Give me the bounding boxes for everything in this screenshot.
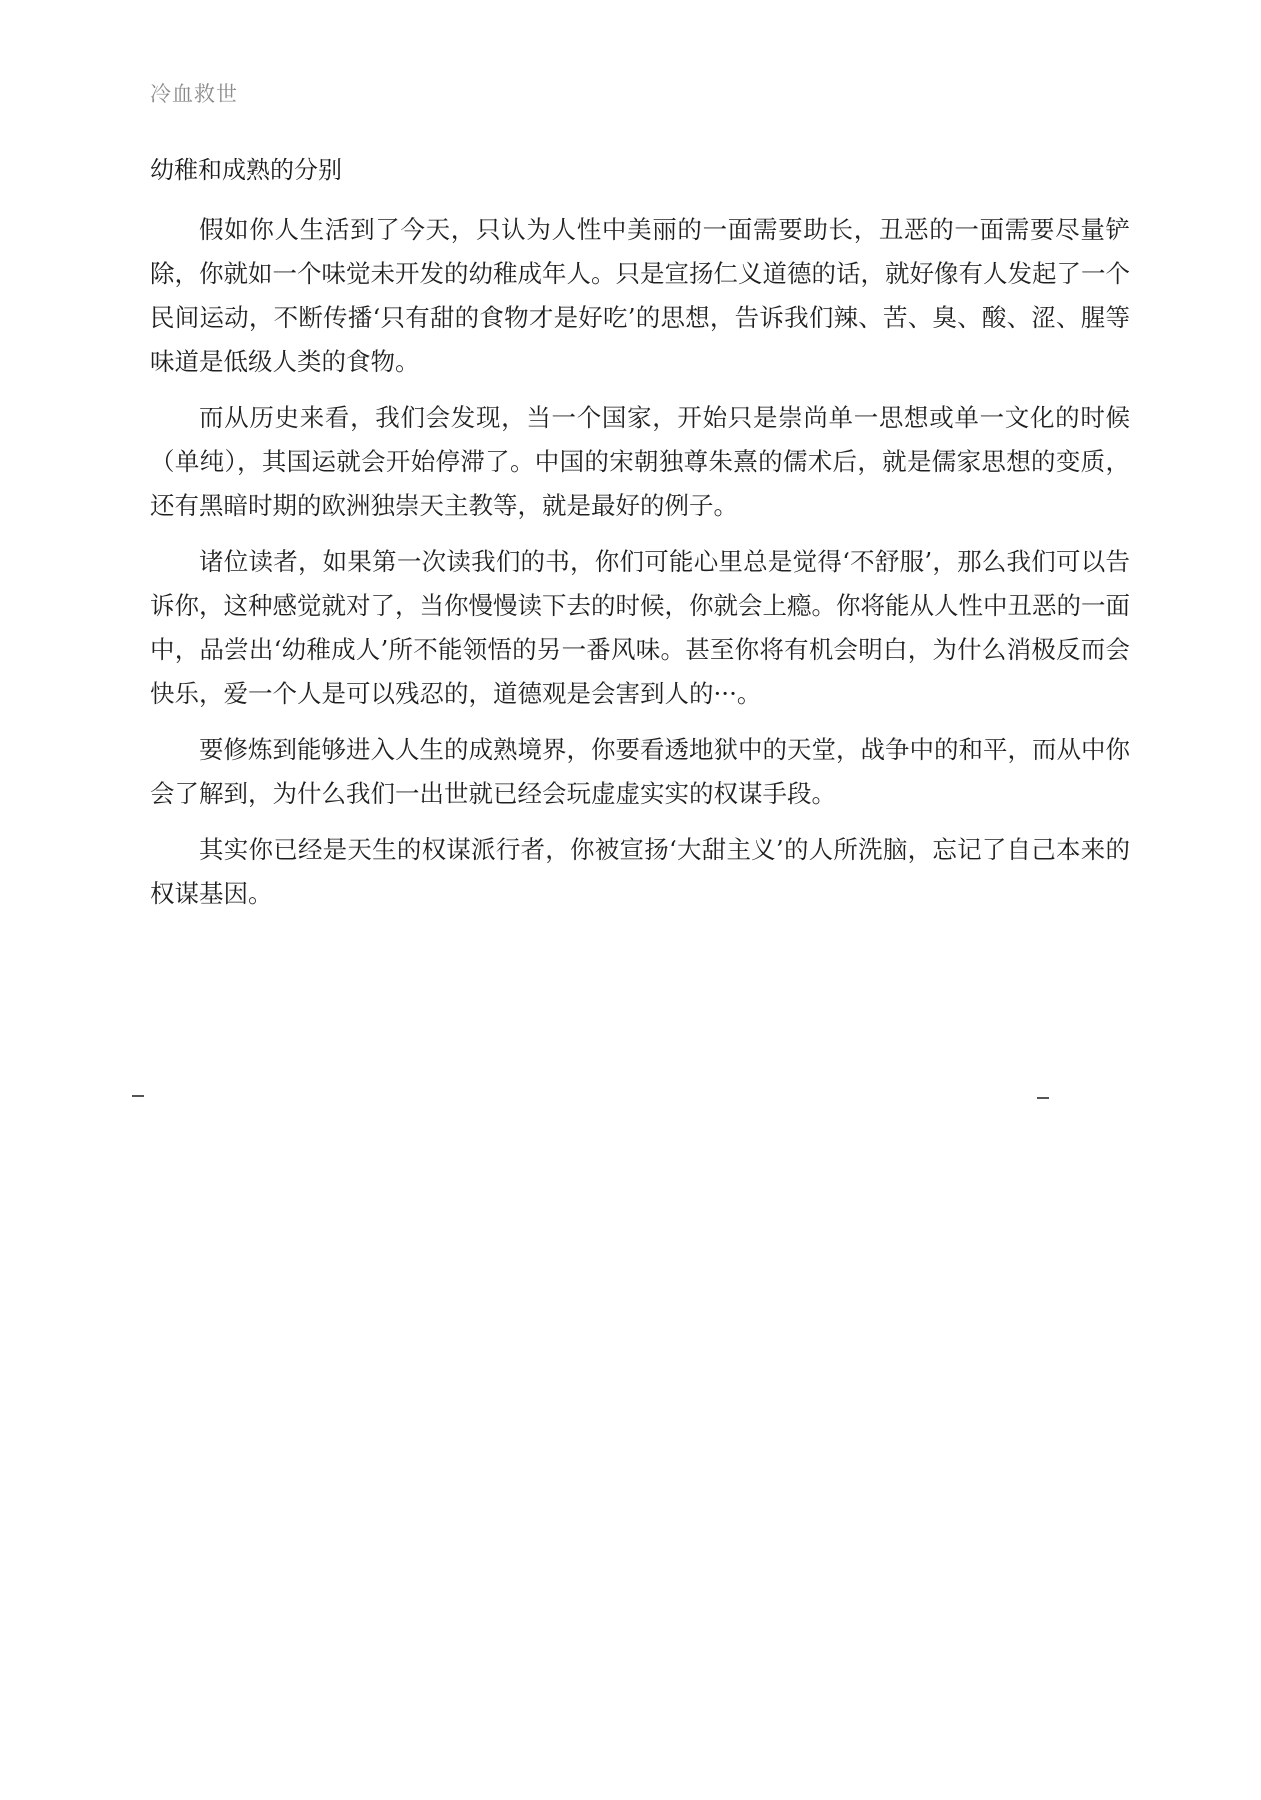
paragraph-2: 而从历史来看，我们会发现，当一个国家，开始只是崇尚单一思想或单一文化的时候（单纯），其国运就会开始停滞了。中国的宋朝独尊朱熹的儒术后，就是儒家思想的变质，还有黑暗时期的欧洲独崇天主教等，就是最好的例子。 (150, 403, 1130, 520)
paragraph-1: 假如你人生活到了今天，只认为人性中美丽的一面需要助长，丑恶的一面需要尽量铲除，你就如一个味觉未开发的幼稚成年人。只是宣扬仁义道德的话，就好像有人发起了一个民间运动，不断传播‘只有甜的食物才是好吃’的思想，告诉我们辣、苦、臭、酸、涩、腥等味道是低级人类的食物。 (150, 215, 1130, 376)
paragraph-4: 要修炼到能够进入人生的成熟境界，你要看透地狱中的天堂，战争中的和平，而从中你会了解到，为什么我们一出世就已经会玩虚虚实实的权谋手段。 (150, 735, 1130, 808)
scan-mark-right (1037, 1097, 1049, 1099)
running-header: 冷血救世 (150, 82, 238, 106)
section-title: 幼稚和成熟的分别 (150, 156, 342, 184)
paragraph-5: 其实你已经是天生的权谋派行者，你被宣扬‘大甜主义’的人所洗脑，忘记了自己本来的权谋基因。 (150, 835, 1130, 908)
page-content (150, 148, 1130, 928)
scan-mark-left (132, 1095, 144, 1097)
paragraph-3: 诸位读者，如果第一次读我们的书，你们可能心里总是觉得‘不舒服’，那么我们可以告诉你，这种感觉就对了，当你慢慢读下去的时候，你就会上瘾。你将能从人性中丑恶的一面中，品尝出‘幼稚成人’所不能领悟的另一番风味。甚至你将有机会明白，为什么消极反而会快乐，爱一个人是可以残忍的，道德观是会害到人的···。 (150, 547, 1130, 708)
